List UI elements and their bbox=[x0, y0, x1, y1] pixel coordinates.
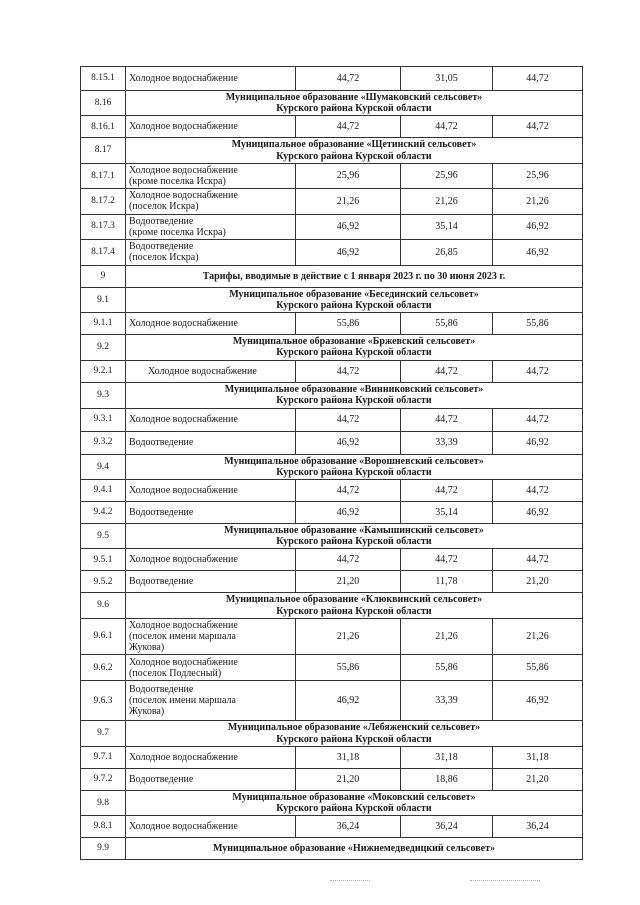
row-code: 9.4.2 bbox=[81, 502, 126, 524]
tariff-value: 31,18 bbox=[401, 746, 493, 768]
row-code: 9.5.1 bbox=[81, 549, 126, 571]
tariff-value: 44,72 bbox=[401, 360, 493, 382]
municipality-title: Муниципальное образование «Нижнемедведицкий сельсовет» bbox=[212, 842, 496, 854]
row-code: 9.5.2 bbox=[81, 571, 126, 593]
tariff-value: 31,05 bbox=[401, 67, 493, 91]
tariff-value: 46,92 bbox=[296, 214, 401, 239]
tariff-value: 21,20 bbox=[296, 768, 401, 790]
tariff-table bbox=[80, 66, 583, 860]
tariff-value: 55,86 bbox=[296, 655, 401, 681]
row-code: 9.6.1 bbox=[81, 618, 126, 655]
service-name: Холодное водоснабжение bbox=[126, 116, 296, 138]
tariff-row bbox=[81, 214, 583, 239]
tariff-value: 11,78 bbox=[401, 571, 493, 593]
municipality-title: Муниципальное образование «Моковский сельсовет» bbox=[232, 791, 476, 803]
municipality-district: Курского района Курской области bbox=[276, 347, 432, 359]
service-name: Водоотведение (поселок Искра) bbox=[126, 239, 296, 265]
municipality-district: Курского района Курской области bbox=[276, 466, 432, 478]
row-code: 8.16.1 bbox=[81, 116, 126, 138]
tariff-value: 25,96 bbox=[296, 163, 401, 188]
tariff-row bbox=[81, 618, 583, 655]
municipality-heading-row bbox=[81, 287, 583, 312]
tariff-value: 21,20 bbox=[493, 768, 583, 790]
service-name: Холодное водоснабжение bbox=[126, 816, 296, 838]
tariff-row bbox=[81, 189, 583, 214]
row-code: 9.3.1 bbox=[81, 408, 126, 431]
tariff-row bbox=[81, 360, 583, 382]
row-code: 8.17 bbox=[81, 138, 126, 163]
row-code: 9.6 bbox=[81, 593, 126, 618]
tariff-value: 36,24 bbox=[493, 816, 583, 838]
row-code: 9.8.1 bbox=[81, 816, 126, 838]
tariff-value: 46,92 bbox=[493, 431, 583, 454]
service-name: Водоотведение bbox=[126, 768, 296, 790]
row-code: 9.1.1 bbox=[81, 313, 126, 335]
tariff-row bbox=[81, 768, 583, 790]
service-name: Холодное водоснабжение bbox=[126, 360, 296, 382]
tariff-row bbox=[81, 163, 583, 188]
tariff-value: 55,86 bbox=[296, 313, 401, 335]
row-code: 9.8 bbox=[81, 790, 126, 815]
tariff-value: 46,92 bbox=[296, 502, 401, 524]
period-heading-row bbox=[81, 265, 583, 287]
tariff-value: 55,86 bbox=[401, 655, 493, 681]
tariff-value: 35,14 bbox=[401, 214, 493, 239]
tariff-value: 46,92 bbox=[296, 681, 401, 721]
tariff-value: 18,86 bbox=[401, 768, 493, 790]
municipality-heading-row bbox=[81, 91, 583, 116]
service-name: Водоотведение (поселок имени маршала Жукова) bbox=[126, 681, 296, 721]
tariff-value: 21,26 bbox=[493, 618, 583, 655]
municipality-title: Муниципальное образование «Шумаковский сельсовет» bbox=[225, 92, 483, 103]
row-code: 8.17.3 bbox=[81, 214, 126, 239]
municipality-heading-row bbox=[81, 838, 583, 860]
service-name: Холодное водоснабжение (поселок Подлесный) bbox=[126, 655, 296, 681]
scan-edge-mark bbox=[330, 880, 370, 881]
tariff-table-body bbox=[81, 67, 583, 860]
tariff-row bbox=[81, 116, 583, 138]
service-name: Холодное водоснабжение bbox=[126, 480, 296, 502]
tariff-value: 44,72 bbox=[493, 408, 583, 431]
municipality-title: Муниципальное образование «Камышинский сельсовет» bbox=[224, 525, 484, 536]
tariff-value: 55,86 bbox=[401, 313, 493, 335]
tariff-value: 44,72 bbox=[296, 67, 401, 91]
service-name: Холодное водоснабжение bbox=[126, 408, 296, 431]
tariff-value: 36,24 bbox=[401, 816, 493, 838]
tariff-row bbox=[81, 408, 583, 431]
municipality-heading-row bbox=[81, 593, 583, 618]
row-code: 9.2.1 bbox=[81, 360, 126, 382]
tariff-row bbox=[81, 571, 583, 593]
tariff-row bbox=[81, 313, 583, 335]
tariff-value: 55,86 bbox=[493, 655, 583, 681]
municipality-title: Муниципальное образование «Щетинский сельсовет» bbox=[231, 139, 477, 151]
service-name: Водоотведение bbox=[126, 571, 296, 593]
municipality-title: Муниципальное образование «Лебяженский сельсовет» bbox=[227, 722, 481, 734]
tariff-value: 26,85 bbox=[401, 239, 493, 265]
service-name: Холодное водоснабжение bbox=[126, 67, 296, 91]
row-code: 9.6.2 bbox=[81, 655, 126, 681]
row-code: 8.17.4 bbox=[81, 239, 126, 265]
municipality-title: Муниципальное образование «Клюквинский сельсовет» bbox=[225, 594, 483, 606]
row-code: 9.5 bbox=[81, 524, 126, 549]
tariff-value: 21,26 bbox=[401, 618, 493, 655]
row-code: 9.2 bbox=[81, 335, 126, 360]
municipality-heading-row bbox=[81, 524, 583, 549]
municipality-district: Курского района Курской области bbox=[276, 802, 432, 814]
tariff-value: 46,92 bbox=[296, 431, 401, 454]
tariff-row bbox=[81, 746, 583, 768]
service-name: Холодное водоснабжение (кроме поселка Искра) bbox=[126, 163, 296, 188]
service-name: Водоотведение bbox=[126, 431, 296, 454]
tariff-value: 46,92 bbox=[493, 502, 583, 524]
row-code: 9.7.2 bbox=[81, 768, 126, 790]
municipality-heading-row bbox=[81, 138, 583, 163]
service-name: Холодное водоснабжение (поселок Искра) bbox=[126, 189, 296, 214]
municipality-heading-row bbox=[81, 382, 583, 408]
municipality-title: Муниципальное образование «Бржевский сельсовет» bbox=[232, 336, 476, 348]
municipality-title: Муниципальное образование «Ворошневский сельсовет» bbox=[224, 455, 484, 467]
municipality-heading-row bbox=[81, 790, 583, 815]
tariff-value: 44,72 bbox=[296, 116, 401, 138]
tariff-row bbox=[81, 480, 583, 502]
tariff-value: 44,72 bbox=[401, 549, 493, 571]
tariff-value: 44,72 bbox=[296, 480, 401, 502]
service-name: Холодное водоснабжение (поселок имени маршала Жукова) bbox=[126, 618, 296, 655]
tariff-value: 33,39 bbox=[401, 431, 493, 454]
tariff-value: 44,72 bbox=[401, 480, 493, 502]
service-name: Холодное водоснабжение bbox=[126, 313, 296, 335]
tariff-row bbox=[81, 431, 583, 454]
tariff-value: 31,18 bbox=[493, 746, 583, 768]
tariff-value: 36,24 bbox=[296, 816, 401, 838]
row-code: 9 bbox=[81, 265, 126, 287]
municipality-district: Курского района Курской области bbox=[276, 103, 432, 115]
service-name: Холодное водоснабжение bbox=[126, 549, 296, 571]
period-title: Тарифы, вводимые в действие с 1 января 2023 г. по 30 июня 2023 г. bbox=[202, 270, 506, 282]
municipality-heading-row bbox=[81, 454, 583, 479]
service-name: Водоотведение (кроме поселка Искра) bbox=[126, 214, 296, 239]
municipality-district: Курского района Курской области bbox=[276, 150, 432, 162]
tariff-value: 31,18 bbox=[296, 746, 401, 768]
tariff-value: 46,92 bbox=[493, 214, 583, 239]
tariff-value: 44,72 bbox=[493, 116, 583, 138]
row-code: 9.3.2 bbox=[81, 431, 126, 454]
row-code: 9.7.1 bbox=[81, 746, 126, 768]
tariff-value: 21,26 bbox=[401, 189, 493, 214]
municipality-heading-row bbox=[81, 721, 583, 746]
municipality-title: Муниципальное образование «Винниковский сельсовет» bbox=[224, 383, 484, 395]
tariff-value: 44,72 bbox=[401, 408, 493, 431]
row-code: 8.16 bbox=[81, 91, 126, 116]
tariff-value: 21,20 bbox=[493, 571, 583, 593]
municipality-district: Курского района Курской области bbox=[276, 733, 432, 745]
tariff-value: 21,26 bbox=[493, 189, 583, 214]
tariff-value: 46,92 bbox=[493, 239, 583, 265]
tariff-value: 44,72 bbox=[493, 480, 583, 502]
tariff-value: 44,72 bbox=[296, 549, 401, 571]
municipality-title: Муниципальное образование «Бесединский сельсовет» bbox=[229, 288, 479, 300]
tariff-value: 25,96 bbox=[401, 163, 493, 188]
tariff-row bbox=[81, 67, 583, 91]
row-code: 8.15.1 bbox=[81, 67, 126, 91]
row-code: 9.9 bbox=[81, 838, 126, 860]
municipality-district: Курского района Курской области bbox=[276, 300, 432, 312]
row-code: 8.17.2 bbox=[81, 189, 126, 214]
tariff-value: 46,92 bbox=[493, 681, 583, 721]
municipality-heading-row bbox=[81, 335, 583, 360]
tariff-value: 33,39 bbox=[401, 681, 493, 721]
row-code: 9.4 bbox=[81, 454, 126, 479]
tariff-value: 21,26 bbox=[296, 189, 401, 214]
municipality-district: Курского района Курской области bbox=[276, 605, 432, 617]
row-code: 9.3 bbox=[81, 382, 126, 408]
tariff-row bbox=[81, 816, 583, 838]
tariff-value: 44,72 bbox=[401, 116, 493, 138]
tariff-row bbox=[81, 239, 583, 265]
service-name: Водоотведение bbox=[126, 502, 296, 524]
tariff-value: 44,72 bbox=[493, 360, 583, 382]
tariff-value: 55,86 bbox=[493, 313, 583, 335]
tariff-value: 44,72 bbox=[296, 360, 401, 382]
tariff-row bbox=[81, 655, 583, 681]
tariff-value: 44,72 bbox=[493, 549, 583, 571]
row-code: 9.6.3 bbox=[81, 681, 126, 721]
tariff-value: 25,96 bbox=[493, 163, 583, 188]
tariff-row bbox=[81, 681, 583, 721]
tariff-value: 44,72 bbox=[296, 408, 401, 431]
tariff-row bbox=[81, 549, 583, 571]
tariff-row bbox=[81, 502, 583, 524]
row-code: 9.7 bbox=[81, 721, 126, 746]
row-code: 9.4.1 bbox=[81, 480, 126, 502]
service-name: Холодное водоснабжение bbox=[126, 746, 296, 768]
municipality-district: Курского района Курской области bbox=[276, 536, 432, 548]
tariff-value: 35,14 bbox=[401, 502, 493, 524]
tariff-value: 44,72 bbox=[493, 67, 583, 91]
scan-edge-mark bbox=[470, 880, 540, 881]
tariff-value: 21,20 bbox=[296, 571, 401, 593]
row-code: 8.17.1 bbox=[81, 163, 126, 188]
tariff-value: 46,92 bbox=[296, 239, 401, 265]
tariff-value: 21,26 bbox=[296, 618, 401, 655]
municipality-district: Курского района Курской области bbox=[276, 395, 432, 407]
row-code: 9.1 bbox=[81, 287, 126, 312]
